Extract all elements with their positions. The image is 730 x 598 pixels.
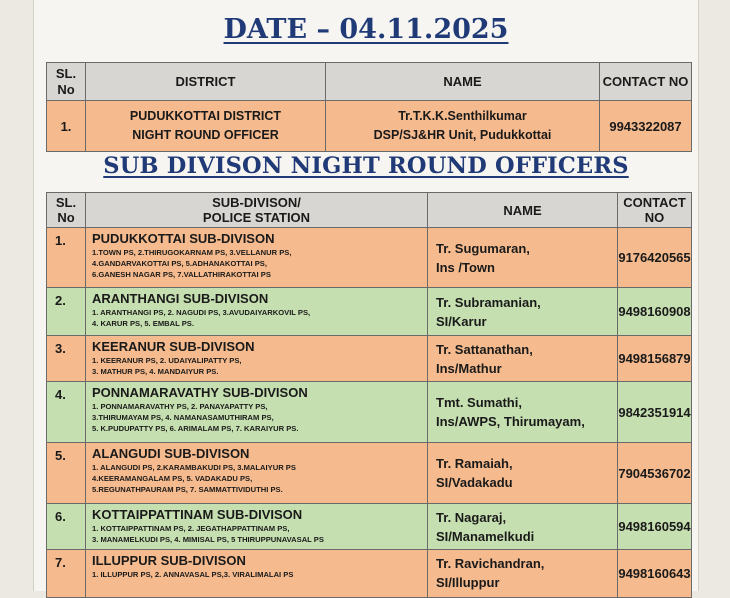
row-sl: 7. xyxy=(47,550,86,598)
header-contact: CONTACT NO xyxy=(618,193,692,228)
subdivision-name: ILLUPPUR SUB-DIVISON xyxy=(92,553,246,568)
row-sl: 4. xyxy=(47,382,86,443)
name-line1: Tr. Ravichandran, xyxy=(436,556,545,571)
subdivision-officer-table xyxy=(46,192,692,598)
subdivision-cell xyxy=(86,504,428,550)
subdivision-name: PONNAMARAVATHY SUB-DIVISON xyxy=(92,385,308,400)
district-line2: NIGHT ROUND OFFICER xyxy=(132,128,279,142)
row-sl: 1. xyxy=(47,101,86,152)
name-line2: SI/Illuppur xyxy=(436,575,500,590)
name-line1: Tr. Nagaraj, xyxy=(436,509,507,525)
name-cell xyxy=(428,504,618,550)
header-name: NAME xyxy=(326,63,600,101)
row-sl: 6. xyxy=(47,504,86,550)
table-row xyxy=(47,504,692,550)
subdivision-cell xyxy=(86,336,428,382)
contact-cell: 9842351914 xyxy=(618,382,692,443)
name-line2: DSP/SJ&HR Unit, Pudukkottai xyxy=(373,128,552,142)
subdivision-cell xyxy=(86,288,428,336)
document-page xyxy=(33,0,699,591)
name-line1: Tr. Sugumaran, xyxy=(436,240,530,256)
section-title: SUB DIVISON NIGHT ROUND OFFICERS xyxy=(103,153,629,179)
table-row xyxy=(47,228,692,288)
contact-cell: 9498156879 xyxy=(618,336,692,382)
name-line1: Tmt. Sumathi, xyxy=(436,395,522,410)
contact-cell: 7904536702 xyxy=(618,443,692,504)
row-sl: 3. xyxy=(47,336,86,382)
district-cell xyxy=(86,101,326,152)
station-list: 1. KEERANUR PS, 2. UDAIYALIPATTY PS, 3. MATHUR PS, 4. MANDAIYUR PS. xyxy=(92,356,242,376)
date-title: DATE – 04.11.2025 xyxy=(223,14,509,45)
header-sl: SL. No xyxy=(47,63,86,101)
name-line1: Tr. Subramanian, xyxy=(436,294,541,310)
station-list: 1. ALANGUDI PS, 2.KARAMBAKUDI PS, 3.MALAIYUR PS 4.KEERAMANGALAM PS, 5. VADAKADU PS, 5.REGUNATHPAURAM PS, 7. SAMMATTIVIDUTHI PS. xyxy=(92,463,296,494)
station-list: 1. KOTTAIPPATTINAM PS, 2. JEGATHAPPATTINAM PS, 3. MANAMELKUDI PS, 4. MIMISAL PS, 5 THIRUPPUNAVASAL PS xyxy=(92,524,324,544)
subdivision-cell xyxy=(86,382,428,443)
header-subdivision-line2: POLICE STATION xyxy=(202,210,311,225)
name-cell xyxy=(428,550,618,598)
name-line2: SI/Vadakadu xyxy=(436,475,513,490)
subdivision-name: KOTTAIPPATTINAM SUB-DIVISON xyxy=(92,507,303,522)
station-list: 1. PONNAMARAVATHY PS, 2. PANAYAPATTY PS, 3.THIRUMAYAM PS, 4. NAMANASAMUTHIRAM PS, 5. K.PUDUPATTY PS, 6. ARIMALAM PS, 7. KARAIYUR PS. xyxy=(92,402,299,433)
subdivision-cell xyxy=(86,443,428,504)
name-cell xyxy=(428,443,618,504)
contact-cell: 9498160594 xyxy=(618,504,692,550)
name-cell xyxy=(428,288,618,336)
subdivision-name: ALANGUDI SUB-DIVISON xyxy=(92,446,250,461)
header-contact: CONTACT NO xyxy=(600,63,692,101)
name-line2: SI/Karur xyxy=(436,313,487,329)
district-officer-table xyxy=(46,62,692,152)
table-row xyxy=(47,101,692,152)
header-district: DISTRICT xyxy=(86,63,326,101)
subdivision-name: KEERANUR SUB-DIVISON xyxy=(92,339,255,354)
row-sl: 2. xyxy=(47,288,86,336)
table-row xyxy=(47,336,692,382)
name-cell xyxy=(326,101,600,152)
station-list: 1. ARANTHANGI PS, 2. NAGUDI PS, 3.AVUDAIYARKOVIL PS, 4. KARUR PS, 5. EMBAL PS. xyxy=(92,308,311,328)
subdivision-cell xyxy=(86,228,428,288)
name-line2: Ins/Mathur xyxy=(436,360,502,376)
row-sl: 1. xyxy=(47,228,86,288)
header-name: NAME xyxy=(428,193,618,228)
header-subdivision xyxy=(86,193,428,228)
name-line1: Tr. Ramaiah, xyxy=(436,456,513,471)
name-line2: Ins/AWPS, Thirumayam, xyxy=(436,414,585,429)
table-row xyxy=(47,550,692,598)
table-row xyxy=(47,382,692,443)
contact-cell: 9176420565 xyxy=(618,228,692,288)
contact-cell: 9498160643 xyxy=(618,550,692,598)
contact-cell: 9943322087 xyxy=(600,101,692,152)
row-sl: 5. xyxy=(47,443,86,504)
contact-cell: 9498160908 xyxy=(618,288,692,336)
subdivision-name: PUDUKKOTTAI SUB-DIVISON xyxy=(92,231,275,246)
name-cell xyxy=(428,228,618,288)
name-line2: Ins /Town xyxy=(436,259,495,275)
district-line1: PUDUKKOTTAI DISTRICT xyxy=(129,109,282,123)
name-cell xyxy=(428,382,618,443)
station-list: 1. ILLUPPUR PS, 2. ANNAVASAL PS,3. VIRALIMALAI PS xyxy=(92,570,294,579)
name-line1: Tr. Sattanathan, xyxy=(436,341,533,357)
table-header-row xyxy=(47,193,692,228)
header-subdivision-line1: SUB-DIVISON/ xyxy=(212,195,301,210)
name-line2: SI/Manamelkudi xyxy=(436,528,535,544)
table-row xyxy=(47,443,692,504)
name-line1: Tr.T.K.K.Senthilkumar xyxy=(398,109,527,123)
station-list: 1.TOWN PS, 2.THIRUGOKARNAM PS, 3.VELLANUR PS, 4.GANDARVAKOTTAI PS, 5.ADHANAKOTTAI PS, 6.GANESH NAGAR PS, 7.VALLATHIRAKOTTAI PS xyxy=(92,248,292,279)
subdivision-cell xyxy=(86,550,428,598)
name-cell xyxy=(428,336,618,382)
header-sl: SL. No xyxy=(47,193,86,228)
subdivision-name: ARANTHANGI SUB-DIVISON xyxy=(92,291,269,306)
table-header-row xyxy=(47,63,692,101)
table-row xyxy=(47,288,692,336)
